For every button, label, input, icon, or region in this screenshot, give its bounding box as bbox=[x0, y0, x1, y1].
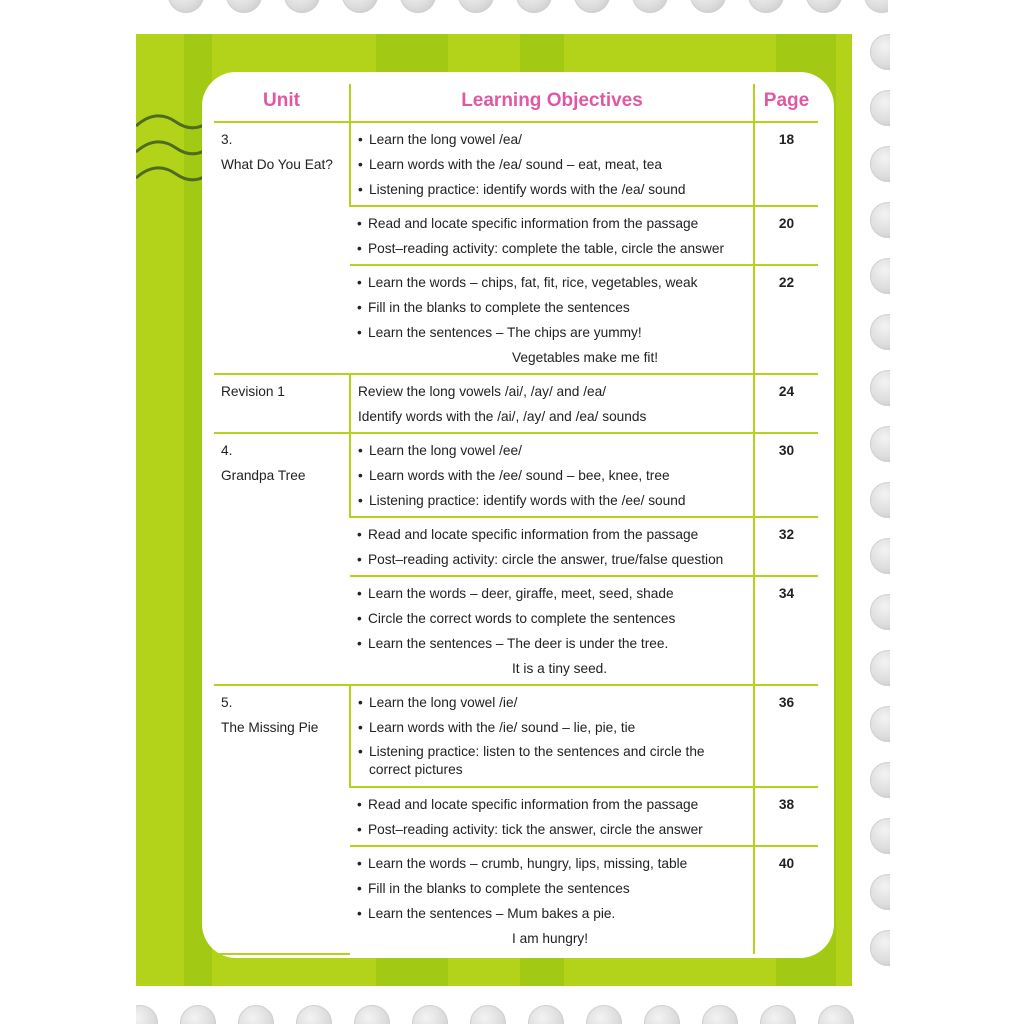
objectives-cell bbox=[350, 517, 754, 576]
objective-text: Post–reading activity: circle the answer, true/false question bbox=[368, 552, 724, 567]
objective-line bbox=[358, 152, 746, 177]
perforation-dot bbox=[818, 1005, 854, 1024]
objective-text: Identify words with the /ai/, /ay/ and /ea/ sounds bbox=[358, 409, 647, 424]
objective-line bbox=[358, 177, 746, 202]
page-number: 18 bbox=[754, 122, 818, 206]
bullet-icon: • bbox=[357, 241, 362, 256]
bullet-icon: • bbox=[357, 636, 362, 651]
header-unit: Unit bbox=[214, 84, 350, 122]
bullet-icon: • bbox=[357, 325, 362, 340]
bottom-perforation-dots bbox=[136, 1005, 888, 1024]
table-row bbox=[214, 433, 818, 517]
bullet-icon: • bbox=[357, 906, 362, 921]
bullet-icon: • bbox=[357, 216, 362, 231]
bullet-icon: • bbox=[357, 797, 362, 812]
perforation-dot bbox=[690, 0, 726, 13]
perforation-dot bbox=[806, 0, 842, 13]
bullet-icon: • bbox=[357, 881, 362, 896]
objectives-cell bbox=[350, 576, 754, 685]
perforation-dot bbox=[458, 0, 494, 13]
objective-line bbox=[357, 581, 746, 606]
perforation-dot bbox=[870, 34, 890, 70]
header-learning-objectives: Learning Objectives bbox=[350, 84, 754, 122]
perforation-dot bbox=[748, 0, 784, 13]
perforation-dot bbox=[870, 90, 890, 126]
objective-line bbox=[358, 740, 746, 783]
objective-text: Learn words with the /ee/ sound – bee, knee, tree bbox=[369, 468, 670, 483]
objective-line bbox=[357, 851, 746, 876]
objectives-cell bbox=[350, 685, 754, 787]
unit-number: 4. bbox=[221, 443, 233, 458]
objective-line bbox=[357, 631, 746, 656]
table-row bbox=[214, 122, 818, 206]
objectives-cell bbox=[350, 433, 754, 517]
perforation-dot bbox=[470, 1005, 506, 1024]
bullet-icon: • bbox=[358, 443, 363, 458]
objectives-cell bbox=[350, 206, 754, 265]
objectives-cell bbox=[350, 265, 754, 374]
perforation-dot bbox=[574, 0, 610, 13]
unit-cell bbox=[214, 374, 350, 433]
objective-text: Learn the words – deer, giraffe, meet, seed, shade bbox=[368, 586, 674, 601]
objective-text: Learn the long vowel /ee/ bbox=[369, 443, 522, 458]
objective-text: Fill in the blanks to complete the sentences bbox=[368, 881, 630, 896]
perforation-dot bbox=[168, 0, 204, 13]
objective-line bbox=[357, 901, 746, 926]
perforation-dot bbox=[870, 874, 890, 910]
bullet-icon: • bbox=[358, 182, 363, 197]
table-header-row bbox=[214, 84, 818, 122]
perforation-dot bbox=[870, 706, 890, 742]
objective-line bbox=[357, 792, 746, 817]
perforation-dot bbox=[870, 538, 890, 574]
top-perforation-dots bbox=[136, 0, 888, 13]
objective-line bbox=[358, 463, 746, 488]
objective-text: Read and locate specific information from the passage bbox=[368, 527, 699, 542]
learning-objectives-table bbox=[214, 84, 818, 955]
perforation-dot bbox=[180, 1005, 216, 1024]
unit-title: Revision 1 bbox=[221, 384, 285, 399]
bullet-icon: • bbox=[357, 822, 362, 837]
bullet-icon: • bbox=[357, 856, 362, 871]
objective-line bbox=[357, 547, 746, 572]
objective-text: It is a tiny seed. bbox=[512, 661, 608, 676]
table-row bbox=[214, 374, 818, 433]
objective-line bbox=[357, 606, 746, 631]
objective-line bbox=[358, 488, 746, 513]
perforation-dot bbox=[870, 202, 890, 238]
objective-line bbox=[357, 926, 746, 951]
perforation-dot bbox=[342, 0, 378, 13]
bullet-icon: • bbox=[358, 493, 363, 508]
objective-text: Learn the long vowel /ea/ bbox=[369, 132, 522, 147]
objective-line bbox=[357, 236, 746, 261]
bullet-icon: • bbox=[358, 132, 363, 147]
page-number: 22 bbox=[754, 265, 818, 374]
page-number: 40 bbox=[754, 846, 818, 954]
objective-text: Learn words with the /ea/ sound – eat, meat, tea bbox=[369, 157, 662, 172]
objective-line bbox=[357, 522, 746, 547]
objective-text: Listening practice: identify words with the /ee/ sound bbox=[369, 493, 686, 508]
perforation-dot bbox=[760, 1005, 796, 1024]
perforation-dot bbox=[870, 762, 890, 798]
objective-text: Post–reading activity: tick the answer, circle the answer bbox=[368, 822, 703, 837]
page-number: 24 bbox=[754, 374, 818, 433]
bullet-icon: • bbox=[358, 744, 363, 759]
perforation-dot bbox=[870, 594, 890, 630]
perforation-dot bbox=[354, 1005, 390, 1024]
objective-line bbox=[357, 817, 746, 842]
perforation-dot bbox=[644, 1005, 680, 1024]
bullet-icon: • bbox=[357, 552, 362, 567]
bullet-icon: • bbox=[358, 720, 363, 735]
objective-text: I am hungry! bbox=[512, 931, 589, 946]
objective-text: Circle the correct words to complete the sentences bbox=[368, 611, 676, 626]
perforation-dot bbox=[870, 818, 890, 854]
objective-text: Vegetables make me fit! bbox=[512, 350, 659, 365]
objectives-cell bbox=[350, 122, 754, 206]
objective-text: Read and locate specific information from the passage bbox=[368, 216, 699, 231]
page-number: 36 bbox=[754, 685, 818, 787]
page-number: 34 bbox=[754, 576, 818, 685]
perforation-dot bbox=[870, 930, 890, 966]
objective-text: Learn the sentences – The deer is under the tree. bbox=[368, 636, 669, 651]
perforation-dot bbox=[226, 0, 262, 13]
perforation-dot bbox=[870, 426, 890, 462]
objective-text: Learn the words – crumb, hungry, lips, missing, table bbox=[368, 856, 688, 871]
unit-title: The Missing Pie bbox=[221, 720, 319, 735]
bullet-icon: • bbox=[357, 611, 362, 626]
perforation-dot bbox=[238, 1005, 274, 1024]
page-number: 20 bbox=[754, 206, 818, 265]
objective-line bbox=[358, 438, 746, 463]
objective-text: Fill in the blanks to complete the sentences bbox=[368, 300, 630, 315]
unit-cell bbox=[214, 433, 350, 685]
perforation-dot bbox=[870, 650, 890, 686]
objective-text: Read and locate specific information from the passage bbox=[368, 797, 699, 812]
perforation-dot bbox=[136, 1005, 158, 1024]
objectives-cell bbox=[350, 846, 754, 954]
perforation-dot bbox=[870, 482, 890, 518]
objective-line bbox=[357, 656, 746, 681]
header-page: Page bbox=[754, 84, 818, 122]
perforation-dot bbox=[870, 258, 890, 294]
perforation-dot bbox=[296, 1005, 332, 1024]
unit-title: What Do You Eat? bbox=[221, 157, 333, 172]
page-number: 30 bbox=[754, 433, 818, 517]
bullet-icon: • bbox=[357, 586, 362, 601]
perforation-dot bbox=[632, 0, 668, 13]
objective-line bbox=[358, 715, 746, 740]
unit-cell bbox=[214, 685, 350, 954]
bullet-icon: • bbox=[357, 275, 362, 290]
unit-number: 3. bbox=[221, 132, 233, 147]
perforation-dot bbox=[586, 1005, 622, 1024]
right-perforation-dots bbox=[870, 30, 890, 990]
objective-line bbox=[357, 320, 746, 345]
objective-text: Post–reading activity: complete the table, circle the answer bbox=[368, 241, 725, 256]
objectives-cell bbox=[350, 787, 754, 846]
objective-text: Listening practice: identify words with the /ea/ sound bbox=[369, 182, 686, 197]
objective-text: Learn the long vowel /ie/ bbox=[369, 695, 518, 710]
objective-text: Learn the words – chips, fat, fit, rice, vegetables, weak bbox=[368, 275, 698, 290]
table-row bbox=[214, 685, 818, 787]
objective-text: Review the long vowels /ai/, /ay/ and /ea/ bbox=[358, 384, 607, 399]
objective-text: Learn the sentences – Mum bakes a pie. bbox=[368, 906, 616, 921]
page-number: 32 bbox=[754, 517, 818, 576]
objective-line bbox=[357, 270, 746, 295]
unit-title: Grandpa Tree bbox=[221, 468, 306, 483]
objective-line bbox=[357, 211, 746, 236]
perforation-dot bbox=[400, 0, 436, 13]
unit-cell bbox=[214, 122, 350, 374]
perforation-dot bbox=[870, 370, 890, 406]
objective-text: Learn the sentences – The chips are yummy! bbox=[368, 325, 642, 340]
perforation-dot bbox=[284, 0, 320, 13]
page-number: 38 bbox=[754, 787, 818, 846]
bullet-icon: • bbox=[358, 468, 363, 483]
objective-line bbox=[358, 379, 746, 404]
objective-line bbox=[358, 404, 746, 429]
perforation-dot bbox=[702, 1005, 738, 1024]
unit-number: 5. bbox=[221, 695, 233, 710]
perforation-dot bbox=[528, 1005, 564, 1024]
bullet-icon: • bbox=[358, 695, 363, 710]
objective-line bbox=[358, 127, 746, 152]
perforation-dot bbox=[864, 0, 888, 13]
objective-line bbox=[358, 690, 746, 715]
objective-text: Listening practice: listen to the sentences and circle the correct pictures bbox=[369, 744, 705, 777]
bullet-icon: • bbox=[357, 527, 362, 542]
table-body bbox=[214, 122, 818, 954]
bullet-icon: • bbox=[358, 157, 363, 172]
objectives-cell bbox=[350, 374, 754, 433]
objective-text: Learn words with the /ie/ sound – lie, pie, tie bbox=[369, 720, 636, 735]
objective-line bbox=[357, 345, 746, 370]
perforation-dot bbox=[516, 0, 552, 13]
objective-line bbox=[357, 295, 746, 320]
perforation-dot bbox=[412, 1005, 448, 1024]
perforation-dot bbox=[870, 314, 890, 350]
bullet-icon: • bbox=[357, 300, 362, 315]
perforation-dot bbox=[870, 146, 890, 182]
objective-line bbox=[357, 876, 746, 901]
